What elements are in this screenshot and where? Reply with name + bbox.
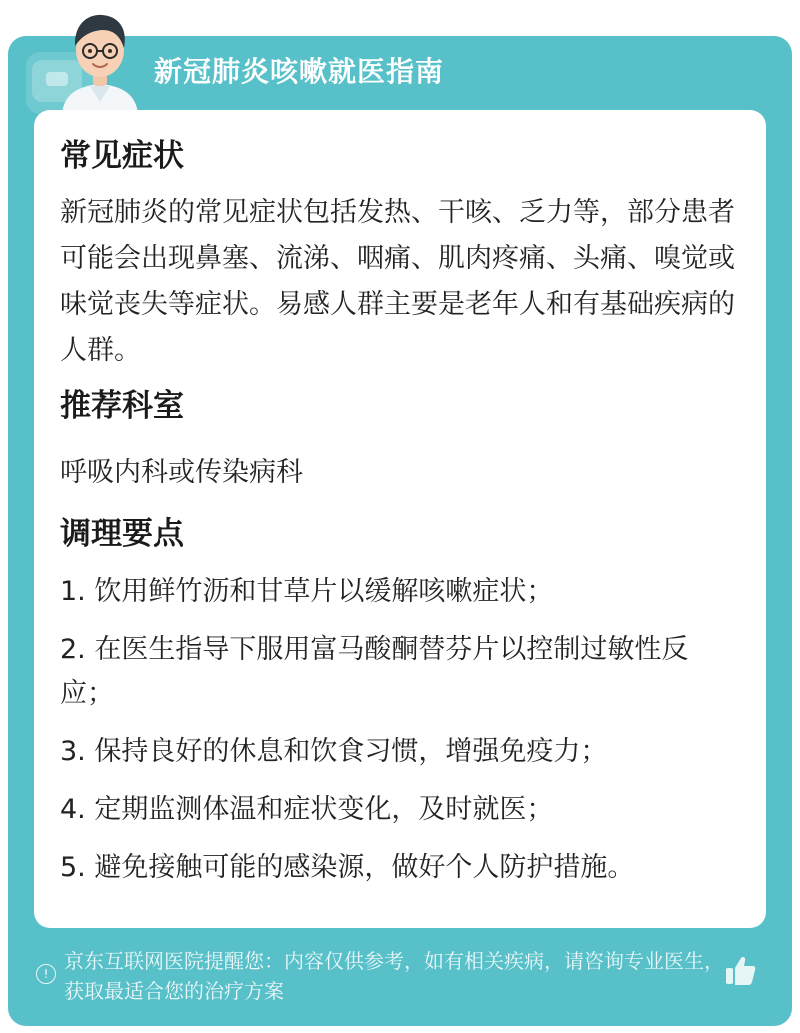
care-heading: 调理要点 xyxy=(60,516,184,552)
thumbs-up-icon[interactable] xyxy=(724,954,758,988)
care-item: 3. 保持良好的休息和饮食习惯，增强免疫力； xyxy=(60,736,608,767)
care-item: 5. 避免接触可能的感染源，做好个人防护措施。 xyxy=(60,852,635,883)
doctor-avatar xyxy=(44,6,156,114)
content-panel xyxy=(34,110,766,928)
care-item: 1. 饮用鲜竹沥和甘草片以缓解咳嗽症状； xyxy=(60,576,554,607)
symptoms-heading: 常见症状 xyxy=(60,138,184,174)
page-title: 新冠肺炎咳嗽就医指南 xyxy=(154,55,445,88)
footer xyxy=(0,938,800,1018)
disclaimer-text: 京东互联网医院提醒您：内容仅供参考，如有相关疾病，请咨询专业医生，获取最适合您的治疗方案 xyxy=(64,949,724,1003)
department-text: 呼吸内科或传染病科 xyxy=(60,457,303,488)
info-icon: ! xyxy=(36,964,56,984)
care-list xyxy=(60,570,738,890)
care-item: 2. 在医生指导下服用富马酸酮替芬片以控制过敏性反应； xyxy=(60,634,689,709)
care-item: 4. 定期监测体温和症状变化，及时就医； xyxy=(60,794,554,825)
department-heading: 推荐科室 xyxy=(60,388,184,424)
symptoms-text: 新冠肺炎的常见症状包括发热、干咳、乏力等，部分患者可能会出现鼻塞、流涕、咽痛、肌肉疼痛、头痛、嗅觉或味觉丧失等症状。易感人群主要是老年人和有基础疾病的人群。 xyxy=(60,197,735,366)
